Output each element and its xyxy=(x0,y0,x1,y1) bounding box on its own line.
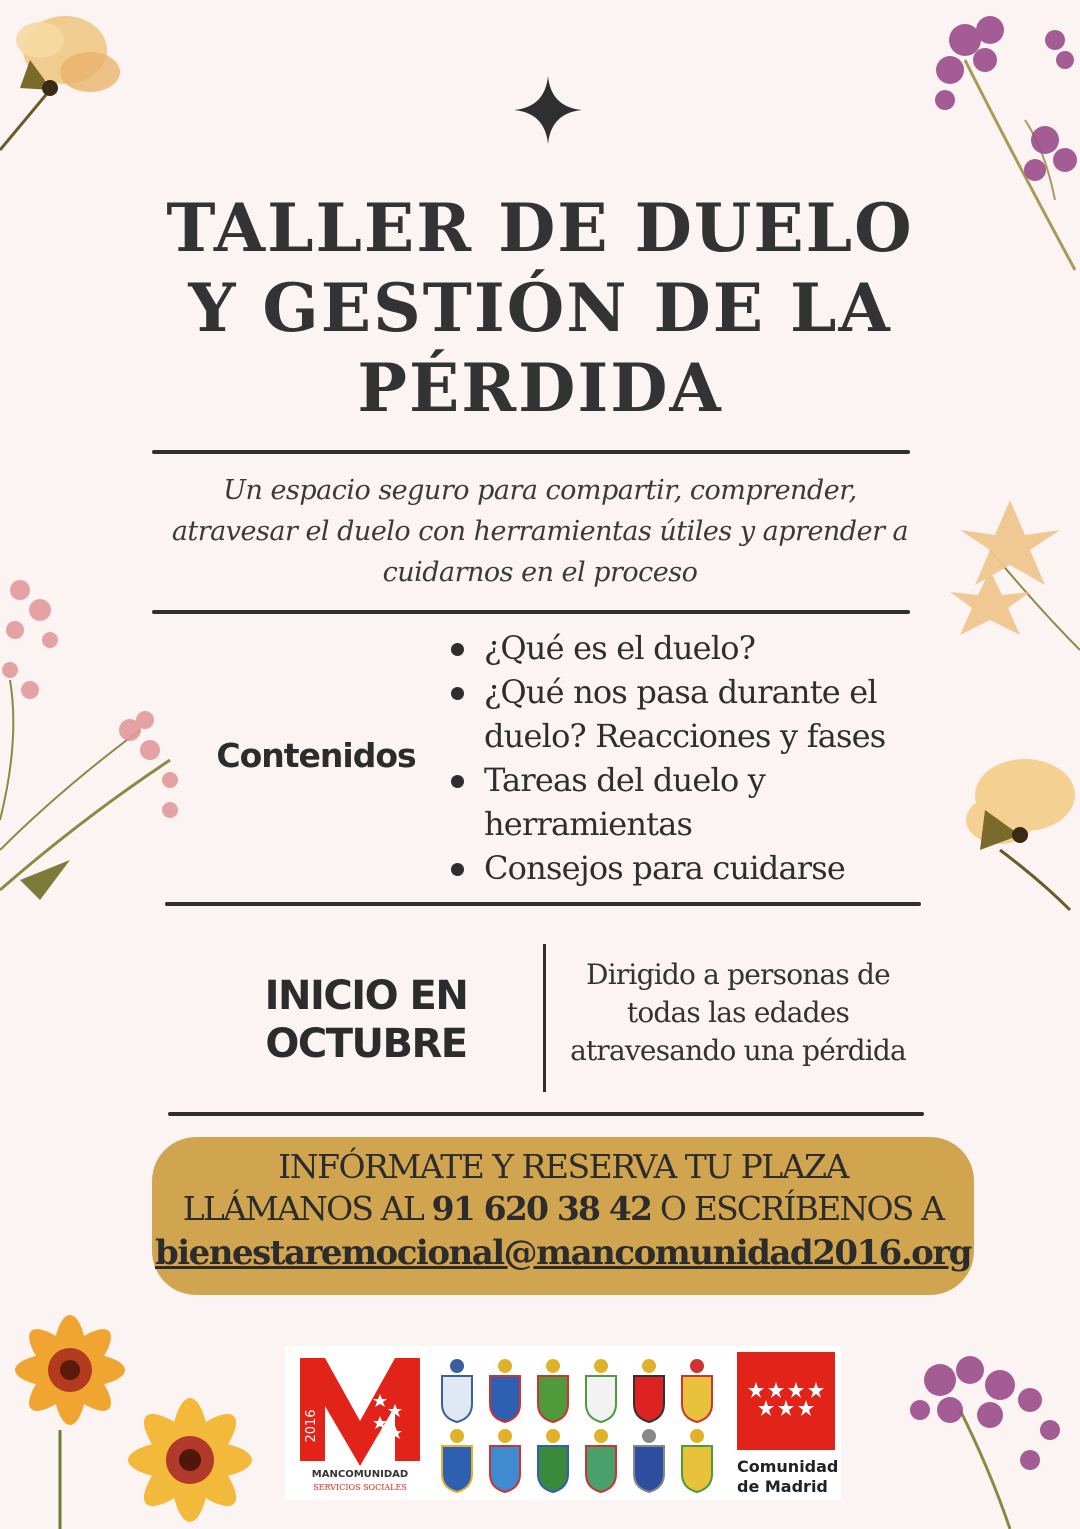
municipal-shields-grid xyxy=(427,1346,727,1500)
sparkle-icon xyxy=(512,74,584,146)
right-middle-flower-illustration xyxy=(950,490,1080,920)
start-date-line: INICIO EN xyxy=(264,973,468,1019)
vertical-divider xyxy=(543,944,546,1092)
start-date xyxy=(222,972,510,1068)
phone-suffix: O ESCRÍBENOS A xyxy=(651,1189,944,1228)
list-item-text: duelo? Reacciones y fases xyxy=(484,717,886,755)
top-left-flower-illustration xyxy=(0,0,140,170)
shield-icon xyxy=(490,1359,520,1422)
mancomunidad-year: 2016 xyxy=(304,1409,319,1443)
sponsor-logos xyxy=(285,1346,841,1500)
contents-label: Contenidos xyxy=(216,736,416,775)
list-item-text: herramientas xyxy=(484,805,693,843)
shield-icon xyxy=(442,1359,472,1422)
phone-prefix: LLÁMANOS AL xyxy=(182,1189,432,1228)
list-item-text: ¿Qué nos pasa durante el xyxy=(484,673,877,711)
cam-line-2: de Madrid xyxy=(737,1477,828,1496)
shield-icon xyxy=(538,1429,568,1492)
subtitle-line: cuidarnos en el proceso xyxy=(382,557,698,588)
email-link[interactable]: bienestaremocional@mancomunidad2016.org xyxy=(154,1233,972,1273)
shield-icon xyxy=(682,1429,712,1492)
mancomunidad-logo xyxy=(295,1346,425,1500)
bottom-left-flower-illustration xyxy=(0,1310,290,1529)
shield-icon xyxy=(634,1359,664,1422)
audience-line: atravesando una pérdida xyxy=(570,1034,906,1067)
divider xyxy=(152,610,910,614)
contents-list xyxy=(448,626,918,890)
audience-line: Dirigido a personas de xyxy=(586,958,890,991)
mancomunidad-name: MANCOMUNIDAD xyxy=(311,1469,409,1480)
shield-icon xyxy=(634,1429,664,1492)
title-line: PÉRDIDA xyxy=(357,349,723,427)
divider xyxy=(165,902,921,906)
left-middle-flower-illustration xyxy=(0,560,190,920)
list-item xyxy=(448,758,918,846)
divider xyxy=(152,450,910,454)
list-item-text: ¿Qué es el duelo? xyxy=(484,629,756,667)
list-item xyxy=(448,846,918,890)
list-item xyxy=(448,626,918,670)
shield-icon xyxy=(586,1359,616,1422)
list-item-text: Tareas del duelo y xyxy=(484,761,766,799)
contact-banner xyxy=(152,1137,974,1295)
title-line: TALLER DE DUELO xyxy=(166,189,914,267)
divider xyxy=(168,1112,924,1116)
title-line: Y GESTIÓN DE LA xyxy=(188,269,892,347)
shield-icon xyxy=(490,1429,520,1492)
page-title xyxy=(90,188,990,428)
audience-text xyxy=(560,956,916,1070)
start-date-line: OCTUBRE xyxy=(265,1021,467,1067)
cam-line-1: Comunidad xyxy=(737,1457,839,1476)
contact-headline: INFÓRMATE Y RESERVA TU PLAZA xyxy=(278,1147,848,1186)
audience-line: todas las edades xyxy=(626,996,850,1029)
shield-icon xyxy=(682,1359,712,1422)
phone-link[interactable]: 91 620 38 42 xyxy=(431,1189,652,1228)
subtitle-line: atravesar el duelo con herramientas útiles y aprender a xyxy=(171,516,909,547)
list-item xyxy=(448,670,918,758)
contact-phone-line xyxy=(152,1189,974,1228)
shield-icon xyxy=(442,1429,472,1492)
mancomunidad-subtitle: SERVICIOS SOCIALES xyxy=(313,1483,407,1492)
subtitle xyxy=(140,470,940,593)
subtitle-line: Un espacio seguro para compartir, comprender, xyxy=(223,475,857,506)
comunidad-de-madrid-logo xyxy=(731,1346,841,1500)
shield-icon xyxy=(586,1429,616,1492)
bottom-right-flower-illustration xyxy=(880,1350,1080,1529)
shield-icon xyxy=(538,1359,568,1422)
list-item-text: Consejos para cuidarse xyxy=(484,849,845,887)
